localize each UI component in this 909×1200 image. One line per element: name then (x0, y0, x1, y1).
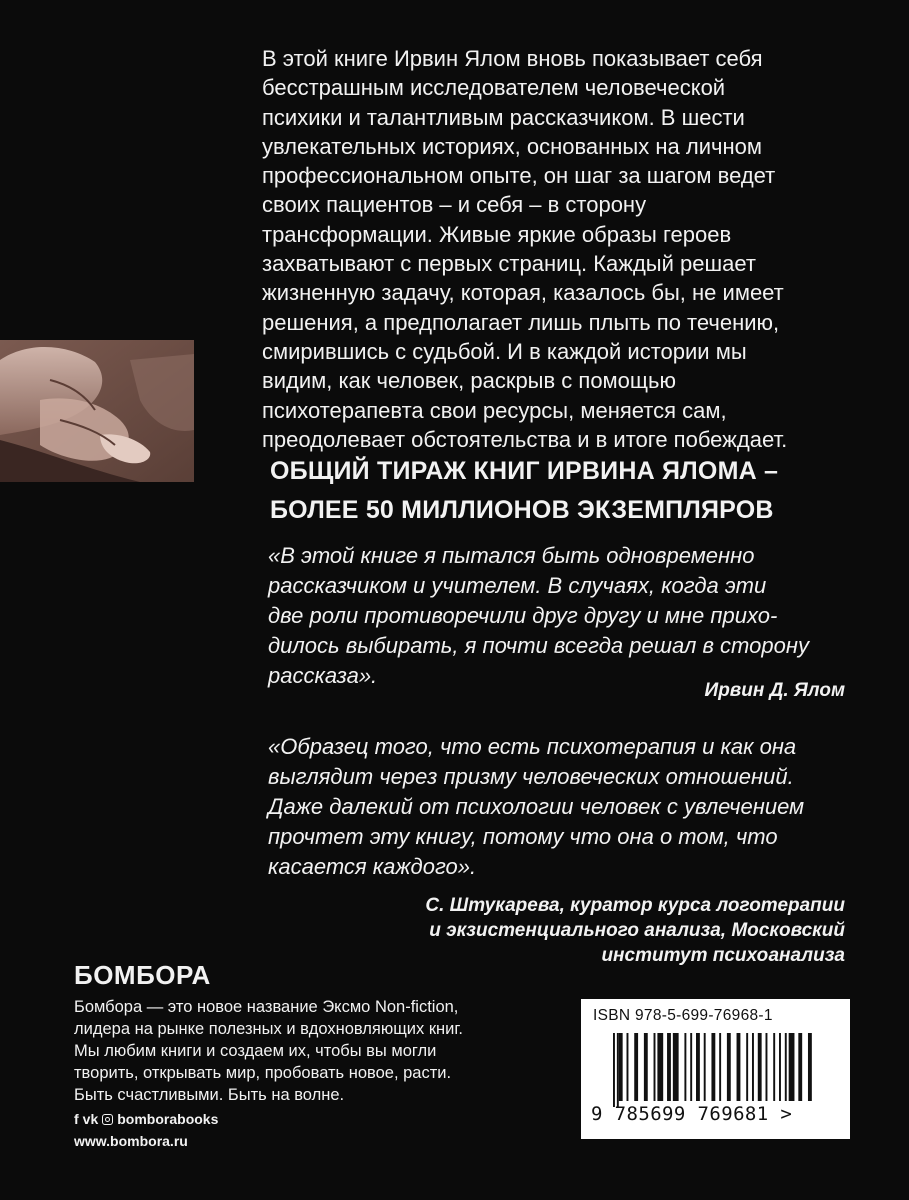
social-links[interactable] (74, 1111, 218, 1127)
facebook-icon[interactable]: f (74, 1111, 79, 1127)
author-quote: «В этой книге я пытался быть одновременно рассказчиком и учителем. В случаях, когда эти две роли противоречили друг другу и мне прихо- дилось выбирать, я почти всегда решал в сторону рассказа». (268, 543, 809, 688)
isbn-barcode (581, 999, 850, 1139)
barcode-digits: 9 785699 769681 > (591, 1103, 793, 1125)
publisher-logo: БОМБОРА (74, 960, 211, 990)
review-quote: «Образец того, что есть психотерапия и как она выглядит через призму человеческих отношений. Даже далекий от психологии человек с увлечением прочтет эту книгу, потому что она о том, что касается каждого». (268, 734, 805, 879)
social-handle[interactable]: bomborabooks (117, 1111, 219, 1127)
quote-author: Ирвин Д. Ялом (704, 680, 845, 701)
review-author: С. Штукарева, куратор курса логотерапии и экзистенциального анализа, Московский институт психоанализа (425, 895, 845, 966)
isbn-label: ISBN 978-5-699-76968-1 (593, 1007, 773, 1024)
barcode-bars (613, 1033, 835, 1107)
circulation-headline: ОБЩИЙ ТИРАЖ КНИГ ИРВИНА ЯЛОМА – БОЛЕЕ 50 МИЛЛИОНОВ ЭКЗЕМПЛЯРОВ (270, 457, 779, 524)
vk-icon[interactable]: vk (82, 1111, 99, 1127)
book-description: В этой книге Ирвин Ялом вновь показывает себя бесстрашным исследователем человеческой психики и талантливым рассказчиком. В шести увлекательных историях, основанных на личном профессиональном опыте, он шаг за шагом ведет своих пациентов – и себя – в сторону трансформации. Живые яркие образы героев захватывают с первых страниц. Каждый решает жизненную задачу, которая, казалось бы, не имеет решения, а предполагает лишь плыть по течению, смирившись с судьбой. И в каждой истории мы видим, как человек, раскрыв с помощью психотерапевта свои ресурсы, меняется сам, преодолевает обстоятельства и в итоге побеждает. (262, 46, 788, 452)
cover-photo-hands (0, 340, 194, 482)
instagram-icon[interactable] (102, 1114, 113, 1125)
website-link[interactable]: www.bombora.ru (74, 1133, 188, 1149)
publisher-about: Бомбора — это новое название Эксмо Non-fiction, лидера на рынке полезных и вдохновляющих книг. Мы любим книги и создаем их, чтобы вы могли творить, открывать мир, пробовать новое, расти. Быть счастливыми. Быть на волне. (74, 998, 463, 1104)
